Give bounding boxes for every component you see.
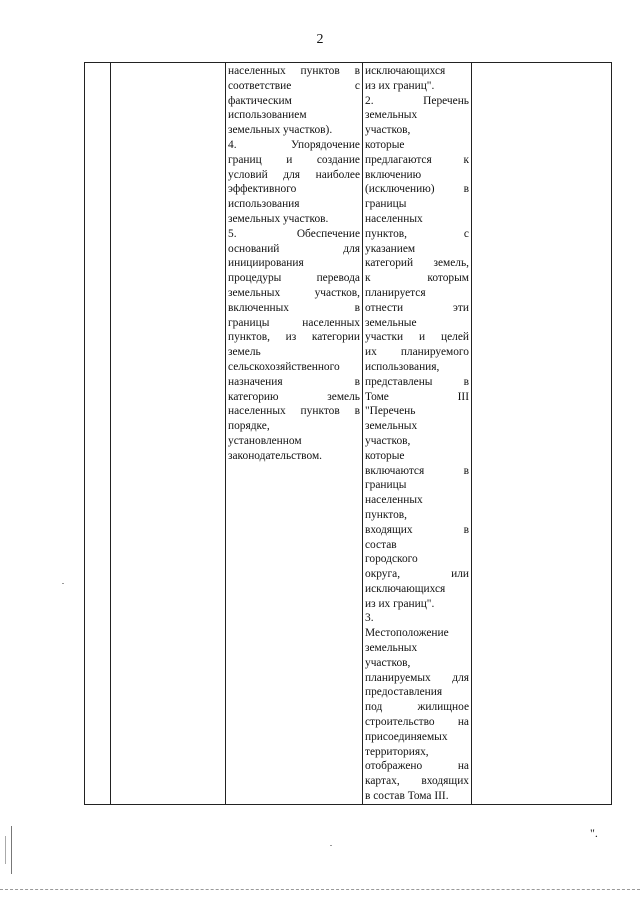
goals-text-line: фактическим: [228, 94, 292, 107]
results-text-line: населенных: [365, 212, 423, 225]
results-text-line: входящих в: [365, 523, 469, 536]
goals-text-line: процедуры перевода: [228, 272, 360, 285]
results-text-line: строительство на: [365, 716, 469, 729]
closing-quote: ".: [590, 826, 598, 840]
table-cell-col2: [111, 63, 226, 805]
results-text-line: отнести эти: [365, 301, 469, 314]
results-text-line: (исключению) в: [365, 183, 469, 196]
results-text-line: планируется: [365, 286, 426, 299]
document-table: [84, 62, 612, 805]
goals-text-line: эффективного: [228, 183, 297, 196]
results-text-line: их планируемого: [365, 346, 469, 359]
table-row: [85, 63, 612, 805]
goals-text-line: земельных участков).: [228, 124, 333, 137]
results-text-line: использования,: [365, 360, 440, 373]
results-text-line: пунктов, с: [365, 227, 469, 240]
results-text-line: населенных: [365, 494, 423, 507]
goals-text-line: населенных пунктов в: [228, 405, 360, 418]
results-text-line: включаются в: [365, 464, 469, 477]
goals-text-line: соответствие с: [228, 79, 360, 92]
results-text-line: планируемых для: [365, 671, 469, 684]
goals-text-line: границы населенных: [228, 316, 360, 329]
goals-text-line: населенных пунктов в: [228, 65, 360, 77]
results-text-line: состав: [365, 538, 397, 551]
results-text-line: территориях,: [365, 745, 429, 758]
goals-text-line: сельскохозяйственного: [228, 360, 340, 373]
results-text-line: присоединяемых: [365, 730, 448, 743]
results-text-line: исключающихся: [365, 582, 446, 595]
results-text-line: границы: [365, 198, 407, 211]
results-text-line: Томе III: [365, 390, 469, 403]
scan-speck: [62, 583, 64, 584]
goals-text-line: использования: [228, 198, 300, 211]
results-text-line: пунктов,: [365, 508, 408, 521]
goals-text-line: пунктов, из категории: [228, 331, 360, 344]
scan-edge-line: [0, 889, 640, 890]
goals-text-line: назначения в: [228, 375, 360, 388]
results-text-line: исключающихся: [365, 65, 446, 77]
goals-text-line: инициирования: [228, 257, 304, 270]
results-text-line: 3.: [365, 612, 374, 625]
results-text-line: земельных: [365, 109, 418, 122]
goals-text-line: границ и создание: [228, 153, 360, 166]
goals-text-line: порядке,: [228, 420, 270, 433]
results-text: [365, 64, 469, 804]
results-text-line: категорий земель,: [365, 257, 469, 270]
results-text-line: из их границ".: [365, 597, 435, 610]
results-text-line: из их границ".: [365, 79, 435, 92]
results-text-line: земельных: [365, 642, 418, 655]
results-text-line: которые: [365, 449, 405, 462]
goals-text-line: включенных в: [228, 301, 360, 314]
goals-text-line: 4. Упорядочение: [228, 138, 360, 151]
table-cell-col4: [363, 63, 472, 805]
margin-mark: [5, 836, 6, 864]
goals-text-line: категорию земель: [228, 390, 360, 403]
goals-text-line: оснований для: [228, 242, 360, 255]
results-text-line: городского: [365, 553, 418, 566]
results-text-line: участков,: [365, 124, 411, 137]
results-text-line: земельные: [365, 316, 417, 329]
results-text-line: картах, входящих: [365, 775, 469, 788]
goals-text-line: законодательством.: [228, 449, 323, 462]
results-text-line: Местоположение: [365, 627, 449, 640]
results-text-line: под жилищное: [365, 701, 469, 714]
page-number: 2: [316, 32, 324, 47]
table-cell-col1: [85, 63, 111, 805]
results-text-line: земельных: [365, 420, 418, 433]
margin-mark: [11, 826, 12, 874]
results-text-line: границы: [365, 479, 407, 492]
results-text-line: в состав Тома III.: [365, 790, 449, 803]
results-text-line: отображено на: [365, 760, 469, 773]
results-text-line: предоставления: [365, 686, 443, 699]
goals-text-line: установленном: [228, 434, 302, 447]
results-text-line: "Перечень: [365, 405, 416, 418]
results-text-line: включению: [365, 168, 422, 181]
scan-speck: [330, 845, 332, 846]
results-text-line: к которым: [365, 272, 469, 285]
goals-text-line: земельных участков.: [228, 212, 329, 225]
goals-text: [228, 64, 360, 464]
goals-text-line: земель: [228, 346, 261, 359]
goals-text-line: земельных участков,: [228, 286, 360, 299]
goals-text-line: использованием: [228, 109, 307, 122]
table-cell-col3: [226, 63, 363, 805]
results-text-line: участков,: [365, 656, 411, 669]
table-cell-col5: [472, 63, 612, 805]
results-text-line: участки и целей: [365, 331, 469, 344]
goals-text-line: условий для наиболее: [228, 168, 360, 181]
goals-text-line: 5. Обеспечение: [228, 227, 360, 240]
results-text-line: участков,: [365, 434, 411, 447]
results-text-line: представлены в: [365, 375, 469, 388]
results-text-line: указанием: [365, 242, 416, 255]
results-text-line: предлагаются к: [365, 153, 469, 166]
results-text-line: которые: [365, 138, 405, 151]
results-text-line: округа, или: [365, 568, 469, 581]
results-text-line: 2. Перечень: [365, 94, 469, 107]
